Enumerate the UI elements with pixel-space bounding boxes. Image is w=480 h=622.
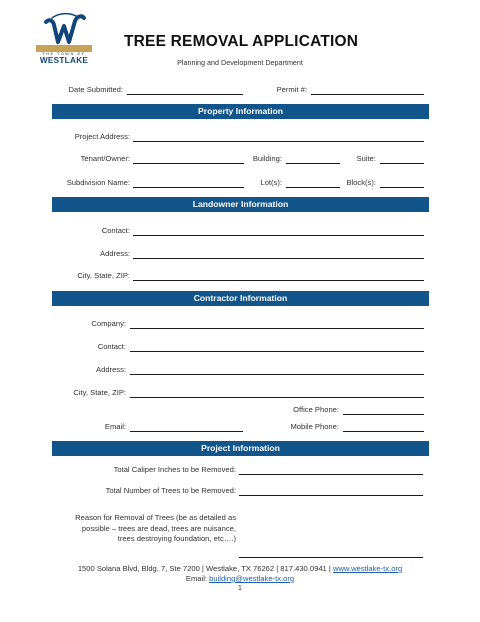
- total-trees-field[interactable]: [239, 495, 423, 496]
- landowner-information-header: Landowner Information: [52, 197, 429, 212]
- lots-label: Lot(s):: [260, 178, 282, 187]
- contractor-email-label: Email:: [104, 422, 126, 431]
- total-trees-label: Total Number of Trees to be Removed:: [105, 486, 236, 495]
- subdivision-name-field[interactable]: [133, 187, 244, 188]
- building-field[interactable]: [286, 163, 340, 164]
- project-address-label: Project Address:: [74, 132, 130, 141]
- building-label: Building:: [252, 154, 282, 163]
- footer-address-text: 1500 Solana Blvd, Bldg. 7, Ste 7200 | Westlake, TX 76262 | 817.430.0941 |: [77, 564, 333, 573]
- permit-label: Permit #:: [276, 85, 307, 94]
- email-link[interactable]: building@westlake-tx.org: [209, 574, 295, 583]
- reason-line-3: trees destroying foundation, etc….): [117, 534, 236, 543]
- contractor-address-label: Address:: [96, 365, 126, 374]
- landowner-address-label: Address:: [100, 249, 130, 258]
- logo-name-text: WESTLAKE: [39, 56, 89, 65]
- contractor-city-state-zip-label: City, State, ZIP:: [73, 388, 126, 397]
- total-caliper-field[interactable]: [239, 474, 423, 475]
- date-submitted-field[interactable]: [127, 94, 243, 95]
- property-information-header: Property Information: [52, 104, 429, 119]
- footer-address: [0, 564, 480, 573]
- landowner-city-state-zip-field[interactable]: [133, 280, 424, 281]
- subdivision-name-label: Subdivision Name:: [66, 178, 130, 187]
- landowner-contact-field[interactable]: [133, 235, 424, 236]
- landowner-address-field[interactable]: [133, 258, 424, 259]
- page-title: TREE REMOVAL APPLICATION: [124, 33, 359, 50]
- contractor-information-header: Contractor Information: [52, 291, 429, 306]
- contractor-company-label: Company:: [91, 319, 126, 328]
- footer-email-label: Email:: [185, 574, 210, 583]
- contractor-address-field[interactable]: [130, 374, 424, 375]
- page-number: 1: [238, 585, 242, 592]
- contractor-company-field[interactable]: [130, 328, 424, 329]
- project-address-field[interactable]: [133, 141, 424, 142]
- reason-line-1: Reason for Removal of Trees (be as detailed as: [75, 513, 236, 522]
- lots-field[interactable]: [286, 187, 340, 188]
- office-phone-field[interactable]: [343, 414, 424, 415]
- logo-town-text: THE TOWN OF: [42, 51, 86, 56]
- contractor-contact-field[interactable]: [130, 351, 424, 352]
- suite-field[interactable]: [380, 163, 424, 164]
- permit-field[interactable]: [311, 94, 424, 95]
- suite-label: Suite:: [356, 154, 376, 163]
- contractor-city-state-zip-field[interactable]: [130, 397, 424, 398]
- contractor-email-field[interactable]: [130, 431, 243, 432]
- contractor-contact-label: Contact:: [97, 342, 126, 351]
- landowner-city-state-zip-label: City, State, ZIP:: [77, 271, 130, 280]
- footer-email: [0, 574, 480, 583]
- office-phone-label: Office Phone:: [293, 405, 339, 414]
- blocks-label: Block(s):: [346, 178, 376, 187]
- date-submitted-label: Date Submitted:: [68, 85, 123, 94]
- tenant-owner-label: Tenant/Owner:: [80, 154, 130, 163]
- tenant-owner-field[interactable]: [133, 163, 244, 164]
- reason-for-removal-field[interactable]: [239, 557, 423, 558]
- website-link[interactable]: www.westlake-tx.org: [332, 564, 403, 573]
- reason-line-2: possible – trees are dead, trees are nuisance,: [81, 523, 236, 533]
- mobile-phone-field[interactable]: [343, 431, 424, 432]
- blocks-field[interactable]: [380, 187, 424, 188]
- landowner-contact-label: Contact:: [101, 226, 130, 235]
- mobile-phone-label: Mobile Phone:: [290, 422, 339, 431]
- department-subtitle: Planning and Development Department: [177, 58, 303, 67]
- project-information-header: Project Information: [52, 441, 429, 456]
- reason-for-removal-label: [52, 513, 236, 545]
- total-caliper-label: Total Caliper Inches to be Removed:: [113, 465, 236, 474]
